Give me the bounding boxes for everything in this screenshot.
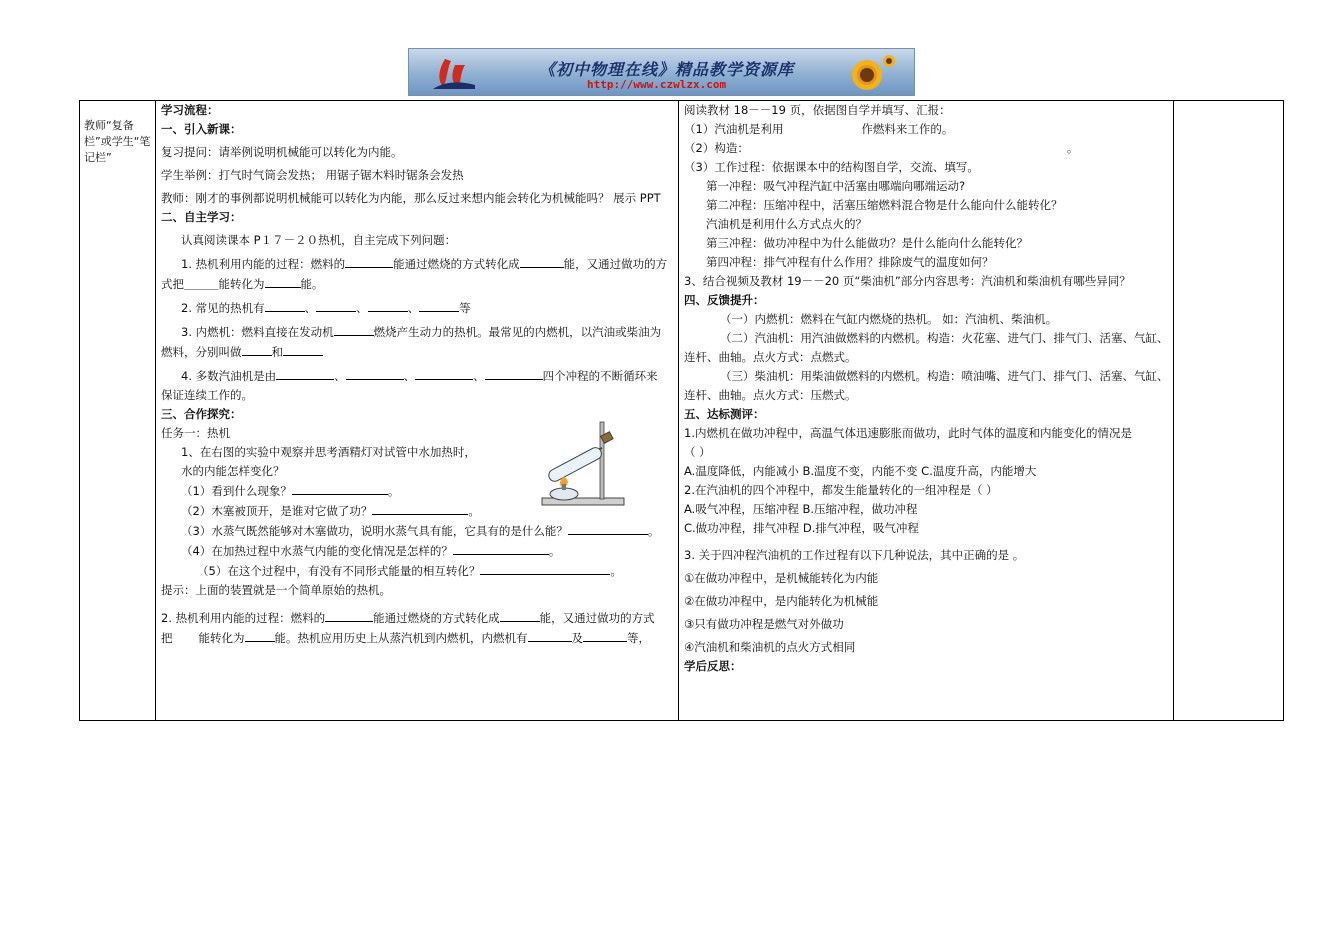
experiment-apparatus-illustration xyxy=(536,418,628,508)
answer-blank[interactable] xyxy=(583,628,627,642)
sunflower-icon xyxy=(839,55,895,95)
reading-column xyxy=(684,101,1170,676)
answer-blank[interactable] xyxy=(283,342,323,356)
answer-blank[interactable] xyxy=(325,608,373,622)
section-heading: 三、合作探究： xyxy=(161,407,242,421)
statement-item: ②在做功冲程中，是内能转化为机械能 xyxy=(684,594,879,608)
answer-blank[interactable] xyxy=(334,322,374,336)
question-4-cont: 保证连续工作的。 xyxy=(161,388,253,402)
text-line: （1）汽油机是利用 作燃料来工作的。 xyxy=(684,122,954,136)
answer-blank[interactable] xyxy=(419,298,459,312)
question-1: 1. 热机利用内能的过程：燃料的 能通过燃烧的方式转化成 能，又通过做功的方 xyxy=(161,254,675,274)
text-line: （3）工作过程：依据课本中的结构图自学，交流、填写。 xyxy=(684,160,979,174)
quiz-options: A.温度降低，内能减小 B.温度不变，内能不变 C.温度升高，内能增大 xyxy=(684,464,1037,478)
answer-blank[interactable] xyxy=(276,366,334,380)
review-question: 2. 热机利用内能的过程：燃料的 能通过燃烧的方式转化成 能，又通过做功的方式 xyxy=(161,608,675,628)
text-line: 连杆、曲轴。点火方式：压燃式。 xyxy=(684,388,857,402)
logo-icon xyxy=(431,55,477,91)
sub-question-4: （4）在加热过程中水蒸气内能的变化情况是怎样的？ 。 xyxy=(161,541,675,561)
sub-question-2: （2）木塞被顶开，是谁对它做了功？ 。 xyxy=(161,501,675,521)
question-2: 2. 常见的热机有 、 、 、 等 xyxy=(161,298,675,318)
section-heading: 一、引入新课： xyxy=(161,122,242,136)
text-line: 第一冲程：吸气冲程汽缸中活塞由哪端向哪端运动? xyxy=(706,179,966,193)
notes-column-label: 教师“复备栏”或学生“笔记栏” xyxy=(84,119,151,164)
answer-blank[interactable] xyxy=(265,298,305,312)
section-heading: 学后反思： xyxy=(684,659,742,673)
banner-title: 《初中物理在线》精品教学资源库 xyxy=(539,60,795,79)
quiz-question-1: 1.内燃机在做功冲程中，高温气体迅速膨胀而做功，此时气体的温度和内能变化的情况是 xyxy=(684,426,1132,440)
statement-item: ③只有做功冲程是燃气对外做功 xyxy=(684,617,844,631)
review-question-cont: 把 能转化为 能。热机应用历史上从蒸汽机到内燃机，内燃机有 及 等， xyxy=(161,628,675,648)
quiz-options: C.做功冲程，排气冲程 D.排气冲程，吸气冲程 xyxy=(684,521,919,535)
text-line: 学生举例：打气时气筒会发热； 用锯子锯木料时锯条会发热 xyxy=(161,168,464,182)
answer-blank[interactable] xyxy=(500,608,540,622)
sub-question-1: （1）看到什么现象？ 。 xyxy=(161,481,675,501)
text-line: 水的内能怎样变化？ xyxy=(181,464,285,478)
section-heading: 五、达标测评： xyxy=(684,407,765,421)
text-line: 复习提问：请举例说明机械能可以转化为内能。 xyxy=(161,145,403,159)
answer-blank[interactable] xyxy=(316,298,356,312)
section-heading: 学习流程： xyxy=(161,103,219,117)
answer-blank[interactable] xyxy=(453,541,549,555)
column-divider xyxy=(1173,100,1174,721)
answer-blank[interactable] xyxy=(528,628,572,642)
section-heading: 四、反馈提升： xyxy=(684,293,765,307)
answer-blank[interactable] xyxy=(346,366,404,380)
answer-blank[interactable] xyxy=(372,501,468,515)
column-divider xyxy=(155,100,156,721)
sub-question-5: （5）在这个过程中，有没有不同形式能量的相互转化？ 。 xyxy=(161,561,675,581)
answer-blank[interactable] xyxy=(245,628,275,642)
banner-url: http://www.czwlzx.com xyxy=(587,78,727,91)
answer-blank[interactable] xyxy=(292,481,388,495)
column-divider xyxy=(678,100,679,721)
answer-blank[interactable] xyxy=(345,254,393,268)
question-3-cont: 燃料，分别叫做 和 xyxy=(161,342,675,362)
question-1-cont: 式把＿＿＿能转化为 能。 xyxy=(161,274,675,294)
text-line: （2）构造： 。 xyxy=(684,141,1079,155)
text-line: 第三冲程：做功冲程中为什么能做功？是什么能向什么能转化？ xyxy=(706,236,1028,250)
header-banner xyxy=(408,48,915,96)
text-line: 认真阅读课本 P１７－２０热机，自主完成下列问题： xyxy=(181,233,457,247)
statement-item: ④汽油机和柴油机的点火方式相同 xyxy=(684,640,856,654)
learning-process-column xyxy=(161,101,675,648)
text-line: 阅读教材 18－－19 页，依据图自学并填写、汇报： xyxy=(684,103,951,117)
answer-blank[interactable] xyxy=(242,342,272,356)
text-line: （ ） xyxy=(684,445,711,459)
hint-line: 提示：上面的装置就是一个简单原始的热机。 xyxy=(161,583,391,597)
question-3: 3. 内燃机：燃料直接在发动机 燃烧产生动力的热机。最常见的内燃机，以汽油或柴油为 xyxy=(161,322,675,342)
answer-blank[interactable] xyxy=(568,521,648,535)
text-line: 1、在右图的实验中观察并思考酒精灯对试管中水加热时， xyxy=(181,445,476,459)
section-heading: 二、自主学习： xyxy=(161,210,242,224)
text-line: 连杆、曲轴。点火方式：点燃式。 xyxy=(684,350,857,364)
text-line: 第四冲程：排气冲程有什么作用？排除废气的温度如何？ xyxy=(706,255,994,269)
text-line: （二）汽油机：用汽油做燃料的内燃机。构造：火花塞、进气门、排气门、活塞、气缸、 xyxy=(720,331,1169,345)
text-line: （一）内燃机：燃料在气缸内燃烧的热机。 如：汽油机、柴油机。 xyxy=(720,312,1058,326)
text-line: 第二冲程：压缩冲程中，活塞压缩燃料混合物是什么能向什么能转化？ xyxy=(706,198,1063,212)
statement-item: ①在做功冲程中，是机械能转化为内能 xyxy=(684,571,879,585)
answer-blank[interactable] xyxy=(520,254,564,268)
quiz-question-3: 3. 关于四冲程汽油机的工作过程有以下几种说法，其中正确的是 。 xyxy=(684,548,1025,562)
text-line: 汽油机是利用什么方式点火的？ xyxy=(706,217,867,231)
answer-blank[interactable] xyxy=(368,298,408,312)
answer-blank[interactable] xyxy=(265,274,301,288)
quiz-question-2: 2.在汽油机的四个冲程中，都发生能量转化的一组冲程是（ ） xyxy=(684,483,998,497)
text-line: （三）柴油机：用柴油做燃料的内燃机。构造：喷油嘴、进气门、排气门、活塞、气缸、 xyxy=(720,369,1169,383)
answer-blank[interactable] xyxy=(485,366,543,380)
text-line: 教师：刚才的事例都说明机械能可以转化为内能，那么反过来想内能会转化为机械能吗？ 展示 PPT xyxy=(161,191,661,205)
text-line: 3、结合视频及教材 19－－20 页“柴油机”部分内容思考：汽油机和柴油机有哪些异同？ xyxy=(684,274,1131,288)
question-4: 4. 多数汽油机是由 、 、 、 四个冲程的不断循环来 xyxy=(161,366,675,386)
quiz-options: A.吸气冲程，压缩冲程 B.压缩冲程，做功冲程 xyxy=(684,502,918,516)
sub-question-3: （3）水蒸气既然能够对木塞做功，说明水蒸气具有能，它具有的是什么能？ 。 xyxy=(161,521,675,541)
answer-blank[interactable] xyxy=(415,366,473,380)
answer-blank[interactable] xyxy=(480,561,610,575)
task-label: 任务一：热机 xyxy=(161,426,230,440)
